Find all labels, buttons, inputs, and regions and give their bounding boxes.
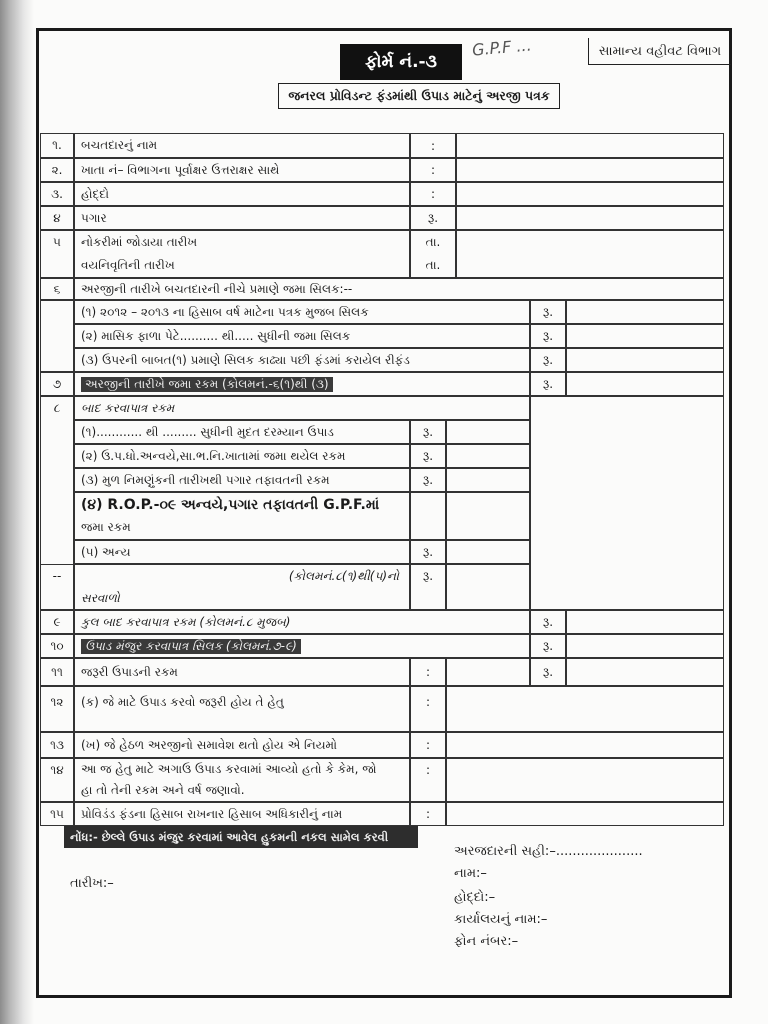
row-mark: રૂ. xyxy=(530,372,566,396)
row-mark: : xyxy=(410,802,446,826)
row-label-shaded xyxy=(74,372,530,396)
row-mark: : xyxy=(410,158,456,182)
row-mark: : xyxy=(410,133,456,158)
handwritten-annotation: G.P.F ... xyxy=(471,35,533,60)
row-mark: રૂ. xyxy=(410,206,456,230)
row-label: જરૂરી ઉપાડની રકમ xyxy=(74,658,410,686)
form-number-badge: ફોર્મ નં.-૩ xyxy=(340,44,462,80)
value-field[interactable] xyxy=(446,802,724,826)
row-mark: રૂ. xyxy=(530,300,566,324)
row-number: -- xyxy=(40,564,74,610)
row-number: ૭ xyxy=(40,372,74,396)
value-field[interactable] xyxy=(456,158,724,182)
value-field[interactable] xyxy=(456,182,724,206)
row-number: ૧૧ xyxy=(40,658,74,686)
row-label: (ક) જે માટે ઉપાડ કરવો જરૂરી હોય તે હેતુ xyxy=(74,686,410,732)
name-label: નામ:– xyxy=(454,866,487,881)
office-label: કાર્યાલયનું નામ:– xyxy=(454,912,548,927)
row-number: ૮ xyxy=(40,396,74,610)
row-number: ૫ xyxy=(40,230,74,278)
row-label: (ખ) જે હેઠળ અરજીનો સમાવેશ થતો હોય એ નિયમો xyxy=(74,732,410,758)
row-mark: રૂ. xyxy=(410,420,446,444)
row-label: (કોલમનં.૮(૧)થી(૫)નો xyxy=(74,564,410,588)
designation-label: હોદ્દો:– xyxy=(454,890,496,905)
row-mark: : xyxy=(410,658,446,686)
value-field[interactable] xyxy=(446,732,724,758)
row-mark: રૂ. xyxy=(530,348,566,372)
row-label: બચતદારનું નામ xyxy=(74,133,410,158)
value-field[interactable] xyxy=(566,658,724,686)
row-label: (૨) ઉ.પ.ધો.અન્વયે,સા.ભ.નિ.ખાતામાં જમા થયેલ રકમ xyxy=(74,444,410,468)
row-label: (૩) ઉપરની બાબત(૧) પ્રમાણે સિલક કાઢ્યા પછી ફંડમાં કરાયેલ રીફંડ xyxy=(74,348,530,372)
row-number: ૨. xyxy=(40,158,74,182)
row-number: ૯ xyxy=(40,610,74,634)
row-label: (૧) ૨૦૧૨ – ૨૦૧૩ ના હિસાબ વર્ષ માટેના પત્રક મુજબ સિલક xyxy=(74,300,530,324)
signature-line: અરજદારની સહી:–..................... xyxy=(454,844,643,859)
row-mark: : xyxy=(410,686,446,732)
row-mark: : xyxy=(410,732,446,758)
blank-area xyxy=(530,396,724,610)
row-number: ૧૫ xyxy=(40,802,74,826)
row-mark: રૂ. xyxy=(530,324,566,348)
row-mark: રૂ. xyxy=(410,564,446,610)
value-field[interactable] xyxy=(446,420,530,444)
row-number: ૧૦ xyxy=(40,634,74,658)
value-field[interactable] xyxy=(446,492,530,540)
value-field[interactable] xyxy=(566,372,724,396)
form-title: જનરલ પ્રોવિડન્ટ ફંડમાંથી ઉપાડ માટેનું અરજી પત્રક xyxy=(278,83,560,109)
row-label: જમા રકમ xyxy=(74,516,410,540)
row-mark: રૂ. xyxy=(530,658,566,686)
row-label: ખાતા નં– વિભાગના પૂર્વાક્ષર ઉત્તરાક્ષર સાથે xyxy=(74,158,410,182)
value-field[interactable] xyxy=(456,230,724,278)
department-label: સામાન્ય વહીવટ વિભાગ xyxy=(588,38,731,65)
row-label-shaded xyxy=(74,634,530,658)
phone-label: ફોન નંબર:– xyxy=(454,934,519,949)
value-field[interactable] xyxy=(446,540,530,564)
row-mark: રૂ. xyxy=(410,540,446,564)
row-label: પગાર xyxy=(74,206,410,230)
row-number: ૧૪ xyxy=(40,758,74,802)
row-number: ૩. xyxy=(40,182,74,206)
row-mark xyxy=(410,492,446,540)
value-field[interactable] xyxy=(566,300,724,324)
row-label: હોદ્દો xyxy=(74,182,410,206)
row-number: ૪ xyxy=(40,206,74,230)
row-label: વયનિવૃતિની તારીખ xyxy=(74,254,410,278)
value-field[interactable] xyxy=(566,348,724,372)
row-number xyxy=(40,300,74,372)
row-mark: : xyxy=(410,758,446,802)
row-mark: રૂ. xyxy=(410,444,446,468)
row-label: હા તો તેની રકમ અને વર્ષ જણાવો. xyxy=(74,780,410,802)
value-field[interactable] xyxy=(566,610,724,634)
row-label: સરવાળો xyxy=(74,588,410,610)
value-field[interactable] xyxy=(446,444,530,468)
row-mark: રૂ. xyxy=(530,634,566,658)
value-field[interactable] xyxy=(456,133,724,158)
row-label: (૫) અન્ય xyxy=(74,540,410,564)
row-label: (૩) મુળ નિમણુંકની તારીખથી પગાર તફાવતની રકમ xyxy=(74,468,410,492)
date-label: તારીખ:– xyxy=(70,876,114,891)
value-field[interactable] xyxy=(446,758,724,802)
row-label: નોકરીમાં જોડાયા તારીખ xyxy=(74,230,410,254)
row-number: ૧૩ xyxy=(40,732,74,758)
row-mark: તા. xyxy=(410,254,456,278)
row-number: ૧. xyxy=(40,133,74,158)
row-label: કુલ બાદ કરવાપાત્ર રકમ (કોલમનં.૮ મુજબ) xyxy=(74,610,530,634)
value-field[interactable] xyxy=(446,686,724,732)
row-label: આ જ હેતુ માટે અગાઉ ઉપાડ કરવામાં આવ્યો હતો કે કેમ, જો xyxy=(74,758,410,780)
row-mark: તા. xyxy=(410,230,456,254)
value-field[interactable] xyxy=(446,658,530,686)
row-label: (૪) R.O.P.-૦૯ અન્વયે,પગાર તફાવતની G.P.F.માં xyxy=(74,492,410,516)
row-label: પ્રોવિડંડ ફંડના હિસાબ રાખનાર હિસાબ અધિકારીનું નામ xyxy=(74,802,410,826)
shaded-text: અરજીની તારીખે જમા રકમ (કોલમનં.-૬(૧)થી (૩) xyxy=(81,377,333,392)
row-mark: રૂ. xyxy=(410,468,446,492)
value-field[interactable] xyxy=(566,324,724,348)
value-field[interactable] xyxy=(456,206,724,230)
shaded-text: ઉપાડ મંજુર કરવાપાત્ર સિલક (કોલમનં.૭-૯) xyxy=(81,639,301,654)
row-mark: : xyxy=(410,182,456,206)
note-banner: નોંધ:- છેલ્લે ઉપાડ મંજુર કરવામાં આવેલ હુકમની નકલ સામેલ કરવી xyxy=(64,826,418,848)
row-number: ૬ xyxy=(40,278,74,300)
row-mark: રૂ. xyxy=(530,610,566,634)
value-field[interactable] xyxy=(446,564,530,610)
row-label: (૨) માસિક ફાળા પેટે.......... થી..... સુધીની જમા સિલક xyxy=(74,324,530,348)
scan-left-edge xyxy=(0,0,34,1024)
row-label: (૧)............ થી ......... સુધીની મુદત દરમ્યાન ઉપાડ xyxy=(74,420,410,444)
row-label: બાદ કરવાપાત્ર રકમ xyxy=(74,396,530,420)
value-field[interactable] xyxy=(446,468,530,492)
value-field[interactable] xyxy=(566,634,724,658)
row-label: અરજીની તારીખે બચતદારની નીચે પ્રમાણે જમા સિલક:-- xyxy=(74,278,724,300)
row-number: ૧૨ xyxy=(40,686,74,732)
